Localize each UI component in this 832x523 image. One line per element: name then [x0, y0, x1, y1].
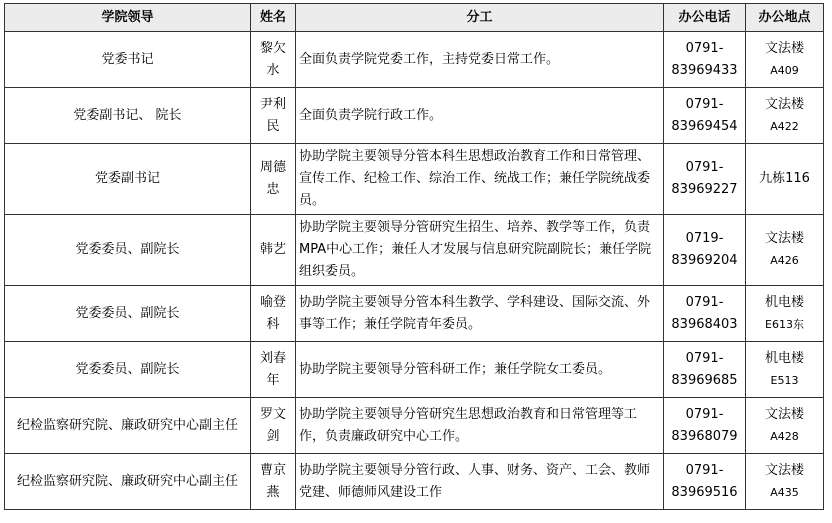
duty-cell: 协助学院主要领导分管本科生思想政治教育工作和日常管理、宣传工作、纪检工作、综治工作、统战工作；兼任学院统战委员。	[296, 144, 664, 215]
duty-cell: 协助学院主要领导分管研究生思想政治教育和日常管理等工作，负责廉政研究中心工作。	[296, 398, 664, 454]
phone-line: 0791-	[685, 40, 724, 56]
name-cell	[251, 286, 296, 342]
phone-line: 83969433	[671, 62, 738, 78]
name-line: 年	[266, 372, 280, 388]
building-name: 文法楼	[764, 231, 804, 246]
phone-line: 83969227	[671, 182, 738, 197]
phone-line: 0791-	[685, 406, 724, 422]
table-row	[5, 32, 824, 88]
header-phone: 办公电话	[664, 4, 746, 32]
header-name: 姓名	[251, 4, 296, 32]
building-name: 九栋116	[759, 171, 810, 186]
phone-line: 0791-	[685, 96, 724, 112]
name-cell	[251, 454, 296, 510]
phone-cell	[664, 342, 746, 398]
phone-line: 0791-	[685, 294, 724, 310]
name-line: 曹京	[259, 462, 286, 478]
name-line: 罗文	[259, 406, 286, 422]
role-cell: 党委书记	[5, 32, 251, 88]
phone-line: 0791-	[685, 462, 724, 478]
name-cell	[251, 88, 296, 144]
name-line: 韩艺	[259, 242, 286, 257]
header-row	[5, 4, 824, 32]
phone-line: 83969454	[671, 118, 738, 134]
phone-line: 83968403	[671, 316, 738, 332]
location-cell	[746, 454, 824, 510]
duty-cell: 协助学院主要领导分管科研工作；兼任学院女工委员。	[296, 342, 664, 398]
building-name: 文法楼	[764, 406, 804, 422]
name-line: 燕	[266, 484, 280, 500]
phone-cell	[664, 454, 746, 510]
phone-line: 83969516	[671, 484, 738, 500]
duty-cell: 协助学院主要领导分管本科生教学、学科建设、国际交流、外事等工作；兼任学院青年委员。	[296, 286, 664, 342]
phone-cell	[664, 144, 746, 215]
name-line: 民	[266, 118, 280, 134]
location-cell	[746, 286, 824, 342]
building-name: 文法楼	[764, 40, 804, 56]
duty-cell: 协助学院主要领导分管研究生招生、培养、教学等工作，负责MPA中心工作；兼任人才发展与信息研究院副院长；兼任学院组织委员。	[296, 215, 664, 286]
role-cell: 纪检监察研究院、廉政研究中心副主任	[5, 398, 251, 454]
duty-cell: 全面负责学院行政工作。	[296, 88, 664, 144]
role-cell: 纪检监察研究院、廉政研究中心副主任	[5, 454, 251, 510]
building-name: 文法楼	[764, 462, 804, 478]
phone-cell	[664, 286, 746, 342]
phone-line: 0719-	[685, 231, 724, 246]
name-line: 忠	[266, 182, 280, 197]
room-code: A435	[770, 485, 799, 499]
name-line: 刘春	[259, 350, 286, 366]
name-line: 周德	[259, 160, 286, 175]
name-cell	[251, 398, 296, 454]
name-line: 黎欠	[259, 40, 286, 56]
header-role: 学院领导	[5, 4, 251, 32]
location-cell	[746, 32, 824, 88]
name-line: 剑	[266, 428, 280, 444]
table-row	[5, 88, 824, 144]
room-code: A426	[770, 254, 799, 267]
name-cell	[251, 215, 296, 286]
role-cell: 党委副书记、 院长	[5, 88, 251, 144]
phone-cell	[664, 32, 746, 88]
room-code: A428	[770, 429, 799, 443]
role-cell: 党委委员、副院长	[5, 342, 251, 398]
building-name: 文法楼	[764, 96, 804, 112]
table-row	[5, 215, 824, 286]
name-cell	[251, 144, 296, 215]
phone-cell	[664, 215, 746, 286]
room-code: A409	[770, 63, 799, 77]
phone-cell	[664, 398, 746, 454]
location-cell	[746, 144, 824, 215]
duty-cell: 协助学院主要领导分管行政、人事、财务、资产、工会、教师党建、师德师风建设工作	[296, 454, 664, 510]
table-row	[5, 342, 824, 398]
room-code: A422	[770, 119, 799, 133]
name-line: 尹利	[259, 96, 286, 112]
header-duty: 分工	[296, 4, 664, 32]
location-cell	[746, 342, 824, 398]
location-cell	[746, 398, 824, 454]
name-cell	[251, 32, 296, 88]
header-location: 办公地点	[746, 4, 824, 32]
name-line: 喻登	[259, 294, 286, 310]
phone-line: 83968079	[671, 428, 738, 444]
phone-line: 83969685	[671, 372, 738, 388]
table-row	[5, 398, 824, 454]
role-cell: 党委委员、副院长	[5, 286, 251, 342]
phone-line: 83969204	[671, 253, 738, 268]
phone-line: 0791-	[685, 350, 724, 366]
building-name: 机电楼	[764, 350, 804, 366]
room-code: E513	[770, 373, 799, 387]
phone-cell	[664, 88, 746, 144]
phone-line: 0791-	[685, 160, 724, 175]
name-line: 科	[266, 316, 280, 332]
building-name: 机电楼	[764, 294, 804, 310]
role-cell: 党委副书记	[5, 144, 251, 215]
name-cell	[251, 342, 296, 398]
table-row	[5, 144, 824, 215]
name-line: 水	[266, 62, 280, 78]
table-row	[5, 286, 824, 342]
role-cell: 党委委员、副院长	[5, 215, 251, 286]
duty-cell: 全面负责学院党委工作，主持党委日常工作。	[296, 32, 664, 88]
room-code: E613东	[765, 317, 804, 331]
table-row	[5, 454, 824, 510]
leadership-table	[4, 3, 824, 510]
location-cell	[746, 88, 824, 144]
location-cell	[746, 215, 824, 286]
